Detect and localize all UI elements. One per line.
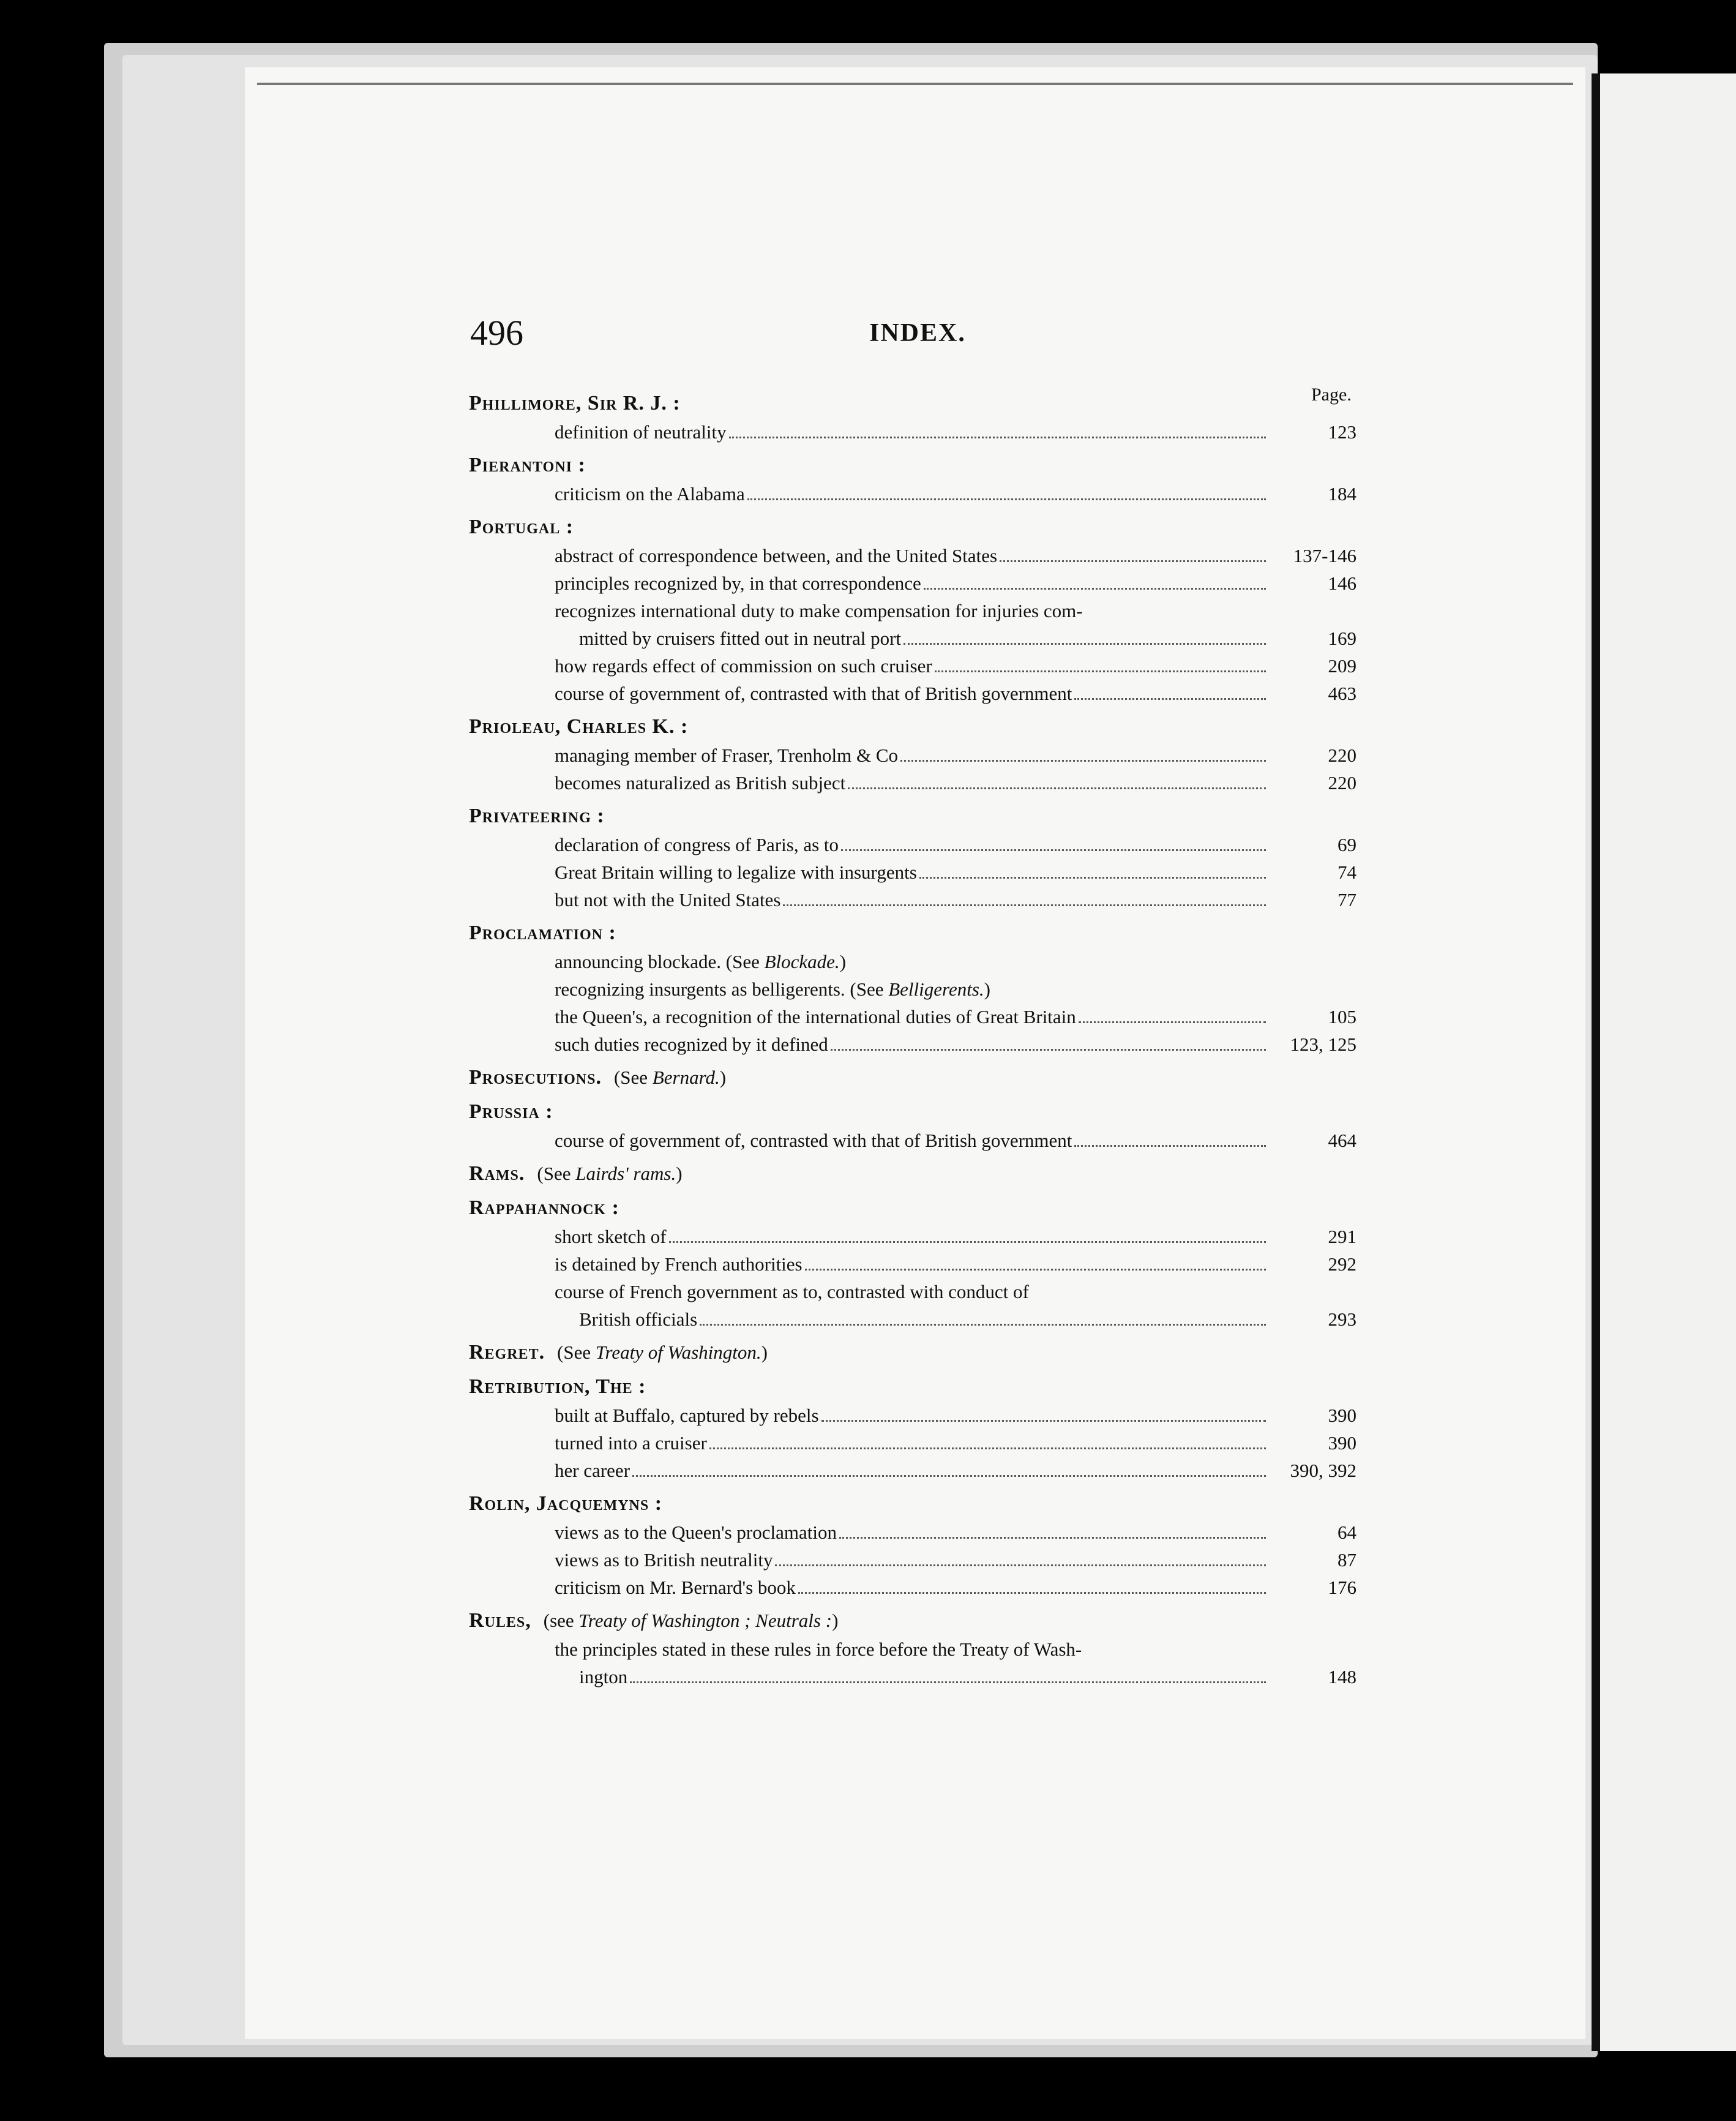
cross-reference-target: Lairds' rams. xyxy=(575,1163,676,1184)
subentry-text-main: views as to the Queen's proclamation xyxy=(555,1522,837,1543)
entry-heading: Retribution, The : xyxy=(469,1375,646,1398)
cross-reference-target: Bernard. xyxy=(652,1067,720,1088)
entry-heading: Proclamation : xyxy=(469,922,616,944)
subentry-row xyxy=(469,625,1356,652)
cross-reference-suffix: ) xyxy=(761,1342,768,1363)
subentry-row xyxy=(469,1305,1356,1333)
subentry-row xyxy=(469,1030,1356,1058)
subentry-text xyxy=(555,1546,773,1574)
subentry-text-main: the Queen's, a recognition of the international duties of Great Britain xyxy=(555,1006,1076,1027)
subentry-row xyxy=(469,975,1356,1003)
subentry-text-main: how regards effect of commission on such cruiser xyxy=(555,655,932,677)
index-entry xyxy=(469,512,1356,707)
subentry-text-main: course of government of, contrasted with that of British government xyxy=(555,683,1072,704)
cross-reference xyxy=(557,1342,768,1363)
subentry-text xyxy=(555,741,898,769)
subentry-text xyxy=(555,652,932,680)
entry-heading: Pierantoni : xyxy=(469,454,586,476)
page-reference: 64 xyxy=(1338,1522,1356,1543)
subentry-text-main: ington xyxy=(579,1666,628,1687)
subentry-text xyxy=(555,1003,1076,1030)
dot-leader xyxy=(709,1447,1266,1449)
subentry-text-main: short sketch of xyxy=(555,1226,667,1247)
subentry-text-main: turned into a cruiser xyxy=(555,1432,707,1454)
cross-reference-suffix: ) xyxy=(676,1163,683,1184)
entry-heading-line xyxy=(469,1063,1356,1092)
index-entry xyxy=(469,1159,1356,1188)
subentry-row xyxy=(469,858,1356,886)
entry-heading-line xyxy=(469,1193,1356,1223)
subentry-text-after: ) xyxy=(839,951,847,972)
subentry-cross-reference: Blockade. xyxy=(764,951,840,972)
entry-heading: Privateering : xyxy=(469,805,605,827)
subentry-text xyxy=(579,625,901,652)
index-entry xyxy=(469,712,1356,797)
page-reference: 390, 392 xyxy=(1290,1460,1356,1481)
entry-heading-line xyxy=(469,1489,1356,1518)
dot-leader xyxy=(848,787,1266,789)
subentry-text xyxy=(579,1305,697,1333)
subentry-row xyxy=(469,542,1356,569)
subentry-text-main: managing member of Fraser, Trenholm & Co xyxy=(555,745,898,766)
page-reference: 77 xyxy=(1338,889,1356,910)
index-entry xyxy=(469,1372,1356,1484)
subentry-text xyxy=(555,1457,630,1484)
subentry-row xyxy=(469,652,1356,680)
subentry-text-main: course of French government as to, contrasted with conduct of xyxy=(555,1281,1029,1302)
entry-heading: Phillimore, Sir R. J. : xyxy=(469,392,681,415)
page-reference: 105 xyxy=(1328,1006,1356,1027)
dot-leader xyxy=(1074,1145,1266,1147)
page-reference: 463 xyxy=(1328,683,1356,704)
dot-leader xyxy=(747,498,1266,500)
dot-leader xyxy=(805,1269,1266,1271)
subentry-text-main: definition of neutrality xyxy=(555,421,727,443)
subentry-text-main: built at Buffalo, captured by rebels xyxy=(555,1405,819,1426)
subentry-text-main: views as to British neutrality xyxy=(555,1549,773,1571)
entry-heading: Prussia : xyxy=(469,1100,553,1123)
index-list xyxy=(469,389,1356,1695)
page-reference: 291 xyxy=(1328,1226,1356,1247)
cross-reference-target: Treaty of Washington ; Neutrals : xyxy=(578,1610,832,1631)
page-reference: 74 xyxy=(1338,862,1356,883)
entry-heading-line xyxy=(469,712,1356,741)
subentry-text-main: principles recognized by, in that correspondence xyxy=(555,572,921,594)
page-reference: 390 xyxy=(1328,1432,1356,1454)
entry-heading-line xyxy=(469,451,1356,480)
running-head: INDEX. xyxy=(869,319,966,347)
index-entry xyxy=(469,1489,1356,1601)
subentry-cross-reference: Belligerents. xyxy=(888,978,984,1000)
index-entry xyxy=(469,1097,1356,1154)
subentry-text-main: British officials xyxy=(579,1308,698,1330)
dot-leader xyxy=(839,1537,1266,1539)
cross-reference-prefix: (see xyxy=(543,1610,579,1631)
dot-leader xyxy=(798,1592,1266,1594)
subentry-row xyxy=(469,1518,1356,1546)
dot-leader xyxy=(783,904,1266,906)
dot-leader xyxy=(1000,560,1266,562)
page-reference: 209 xyxy=(1328,655,1356,677)
subentry-text-main: course of government of, contrasted with that of British government xyxy=(555,1130,1072,1151)
page-reference: 169 xyxy=(1328,628,1356,649)
entry-heading-line xyxy=(469,918,1356,948)
page-number: 496 xyxy=(470,313,523,353)
cross-reference-prefix: (See xyxy=(537,1163,576,1184)
dot-leader xyxy=(919,877,1266,879)
cross-reference-prefix: (See xyxy=(613,1067,653,1088)
index-entry xyxy=(469,1063,1356,1092)
page-reference: 176 xyxy=(1328,1577,1356,1598)
page-reference: 123 xyxy=(1328,421,1356,443)
page-reference: 123, 125 xyxy=(1290,1034,1356,1055)
entry-heading: Prosecutions. xyxy=(469,1066,602,1089)
subentry-text xyxy=(555,1030,828,1058)
page-column-label: Page. xyxy=(1311,385,1352,405)
cross-reference xyxy=(614,1067,726,1088)
subentry-text xyxy=(555,680,1072,707)
entry-heading-line xyxy=(469,1159,1356,1188)
subentry-text xyxy=(555,978,990,1000)
subentry-row xyxy=(469,1127,1356,1154)
index-entry xyxy=(469,1606,1356,1691)
subentry-text-main: announcing blockade. (See xyxy=(555,951,765,972)
cross-reference-suffix: ) xyxy=(719,1067,727,1088)
dot-leader xyxy=(831,1049,1266,1051)
entry-heading-line xyxy=(469,1097,1356,1127)
dot-leader xyxy=(900,760,1266,762)
entry-heading: Rappahannock : xyxy=(469,1196,619,1219)
cross-reference-prefix: (See xyxy=(557,1342,596,1363)
subentry-text xyxy=(579,1663,627,1691)
subentry-row xyxy=(469,480,1356,508)
entry-heading: Portugal : xyxy=(469,516,574,538)
subentry-text xyxy=(555,886,780,914)
cross-reference-target: Treaty of Washington. xyxy=(595,1342,761,1363)
subentry-row xyxy=(469,1574,1356,1601)
subentry-text xyxy=(555,1127,1072,1154)
subentry-text xyxy=(555,480,745,508)
entry-heading-line xyxy=(469,512,1356,542)
entry-heading: Rams. xyxy=(469,1162,525,1185)
subentry-row xyxy=(469,680,1356,707)
entry-heading-line xyxy=(469,801,1356,831)
index-entry xyxy=(469,801,1356,914)
subentry-row xyxy=(469,1402,1356,1429)
dot-leader xyxy=(821,1420,1266,1422)
page-top-rule xyxy=(257,83,1573,85)
entry-heading-line xyxy=(469,1338,1356,1367)
subentry-row xyxy=(469,569,1356,597)
page-reference: 137-146 xyxy=(1293,545,1356,566)
page-reference: 184 xyxy=(1328,483,1356,505)
page-reference: 220 xyxy=(1328,772,1356,794)
dot-leader xyxy=(729,437,1266,438)
subentry-text xyxy=(555,858,917,886)
index-entry xyxy=(469,389,1356,446)
subentry-text-main: abstract of correspondence between, and the United States xyxy=(555,545,998,566)
page-reference: 87 xyxy=(1338,1549,1356,1571)
dot-leader xyxy=(630,1681,1266,1683)
subentry-text-main: becomes naturalized as British subject xyxy=(555,772,846,794)
dot-leader xyxy=(632,1475,1266,1477)
subentry-row xyxy=(469,1250,1356,1278)
subentry-row xyxy=(469,948,1356,975)
subentry-text xyxy=(555,1250,803,1278)
entry-heading: Prioleau, Charles K. : xyxy=(469,715,689,738)
page-reference: 390 xyxy=(1328,1405,1356,1426)
cross-reference xyxy=(544,1610,839,1631)
cross-reference-suffix: ) xyxy=(832,1610,839,1631)
subentry-text xyxy=(555,769,845,797)
dot-leader xyxy=(700,1324,1266,1326)
entry-heading-line xyxy=(469,389,1356,418)
subentry-text-main: mitted by cruisers fitted out in neutral port xyxy=(579,628,902,649)
dot-leader xyxy=(775,1564,1266,1566)
page-reference: 220 xyxy=(1328,745,1356,766)
subentry-row xyxy=(469,1457,1356,1484)
index-entry xyxy=(469,1338,1356,1367)
dot-leader xyxy=(1079,1021,1266,1023)
subentry-row xyxy=(469,1546,1356,1574)
subentry-text-main: declaration of congress of Paris, as to xyxy=(555,834,839,855)
subentry-text xyxy=(555,831,839,858)
subentry-row xyxy=(469,1429,1356,1457)
subentry-row xyxy=(469,418,1356,446)
subentry-text xyxy=(555,542,997,569)
dot-leader xyxy=(669,1241,1266,1243)
subentry-text xyxy=(555,951,846,972)
page-reference: 464 xyxy=(1328,1130,1356,1151)
subentry-row xyxy=(469,1635,1356,1663)
subentry-text xyxy=(555,1402,819,1429)
dot-leader xyxy=(904,643,1266,645)
page-reference: 293 xyxy=(1328,1308,1356,1330)
page-reference: 292 xyxy=(1328,1253,1356,1275)
dot-leader xyxy=(1074,698,1266,700)
subentry-text-main: Great Britain willing to legalize with insurgents xyxy=(555,862,917,883)
facing-page-edge xyxy=(1592,73,1736,2051)
entry-heading: Regret. xyxy=(469,1341,545,1364)
subentry-row xyxy=(469,1223,1356,1250)
subentry-row xyxy=(469,597,1356,625)
subentry-text-after: ) xyxy=(984,978,990,1000)
dot-leader xyxy=(841,849,1266,851)
entry-heading-line xyxy=(469,1606,1356,1635)
subentry-text-main: such duties recognized by it defined xyxy=(555,1034,828,1055)
entry-heading: Rolin, Jacquemyns : xyxy=(469,1492,663,1515)
index-entry xyxy=(469,1193,1356,1333)
subentry-text-main: but not with the United States xyxy=(555,889,781,910)
subentry-row xyxy=(469,886,1356,914)
subentry-text-main: recognizes international duty to make compensation for injuries com- xyxy=(555,600,1083,621)
page-reference: 69 xyxy=(1338,834,1356,855)
subentry-row xyxy=(469,1003,1356,1030)
entry-heading: Rules, xyxy=(469,1609,531,1632)
subentry-text-main: the principles stated in these rules in force before the Treaty of Wash- xyxy=(555,1639,1082,1660)
subentry-text-main: recognizing insurgents as belligerents. (See xyxy=(555,978,889,1000)
dot-leader xyxy=(935,670,1266,672)
entry-heading-line xyxy=(469,1372,1356,1402)
cross-reference xyxy=(537,1163,682,1184)
subentry-row xyxy=(469,741,1356,769)
subentry-text xyxy=(555,1639,1082,1660)
index-entry xyxy=(469,451,1356,508)
subentry-text xyxy=(555,1281,1029,1302)
subentry-row xyxy=(469,769,1356,797)
page-reference: 148 xyxy=(1328,1666,1356,1687)
subentry-text xyxy=(555,1223,667,1250)
subentry-row xyxy=(469,1278,1356,1305)
subentry-text xyxy=(555,418,727,446)
subentry-text-main: her career xyxy=(555,1460,630,1481)
subentry-text-main: is detained by French authorities xyxy=(555,1253,803,1275)
subentry-text xyxy=(555,600,1083,621)
subentry-text-main: criticism on the Alabama xyxy=(555,483,745,505)
subentry-text xyxy=(555,1429,707,1457)
subentry-row xyxy=(469,1663,1356,1691)
page-reference: 146 xyxy=(1328,572,1356,594)
dot-leader xyxy=(924,588,1266,590)
subentry-text-main: criticism on Mr. Bernard's book xyxy=(555,1577,796,1598)
subentry-text xyxy=(555,1518,837,1546)
subentry-row xyxy=(469,831,1356,858)
subentry-text xyxy=(555,1574,796,1601)
index-entry xyxy=(469,918,1356,1058)
subentry-text xyxy=(555,569,921,597)
